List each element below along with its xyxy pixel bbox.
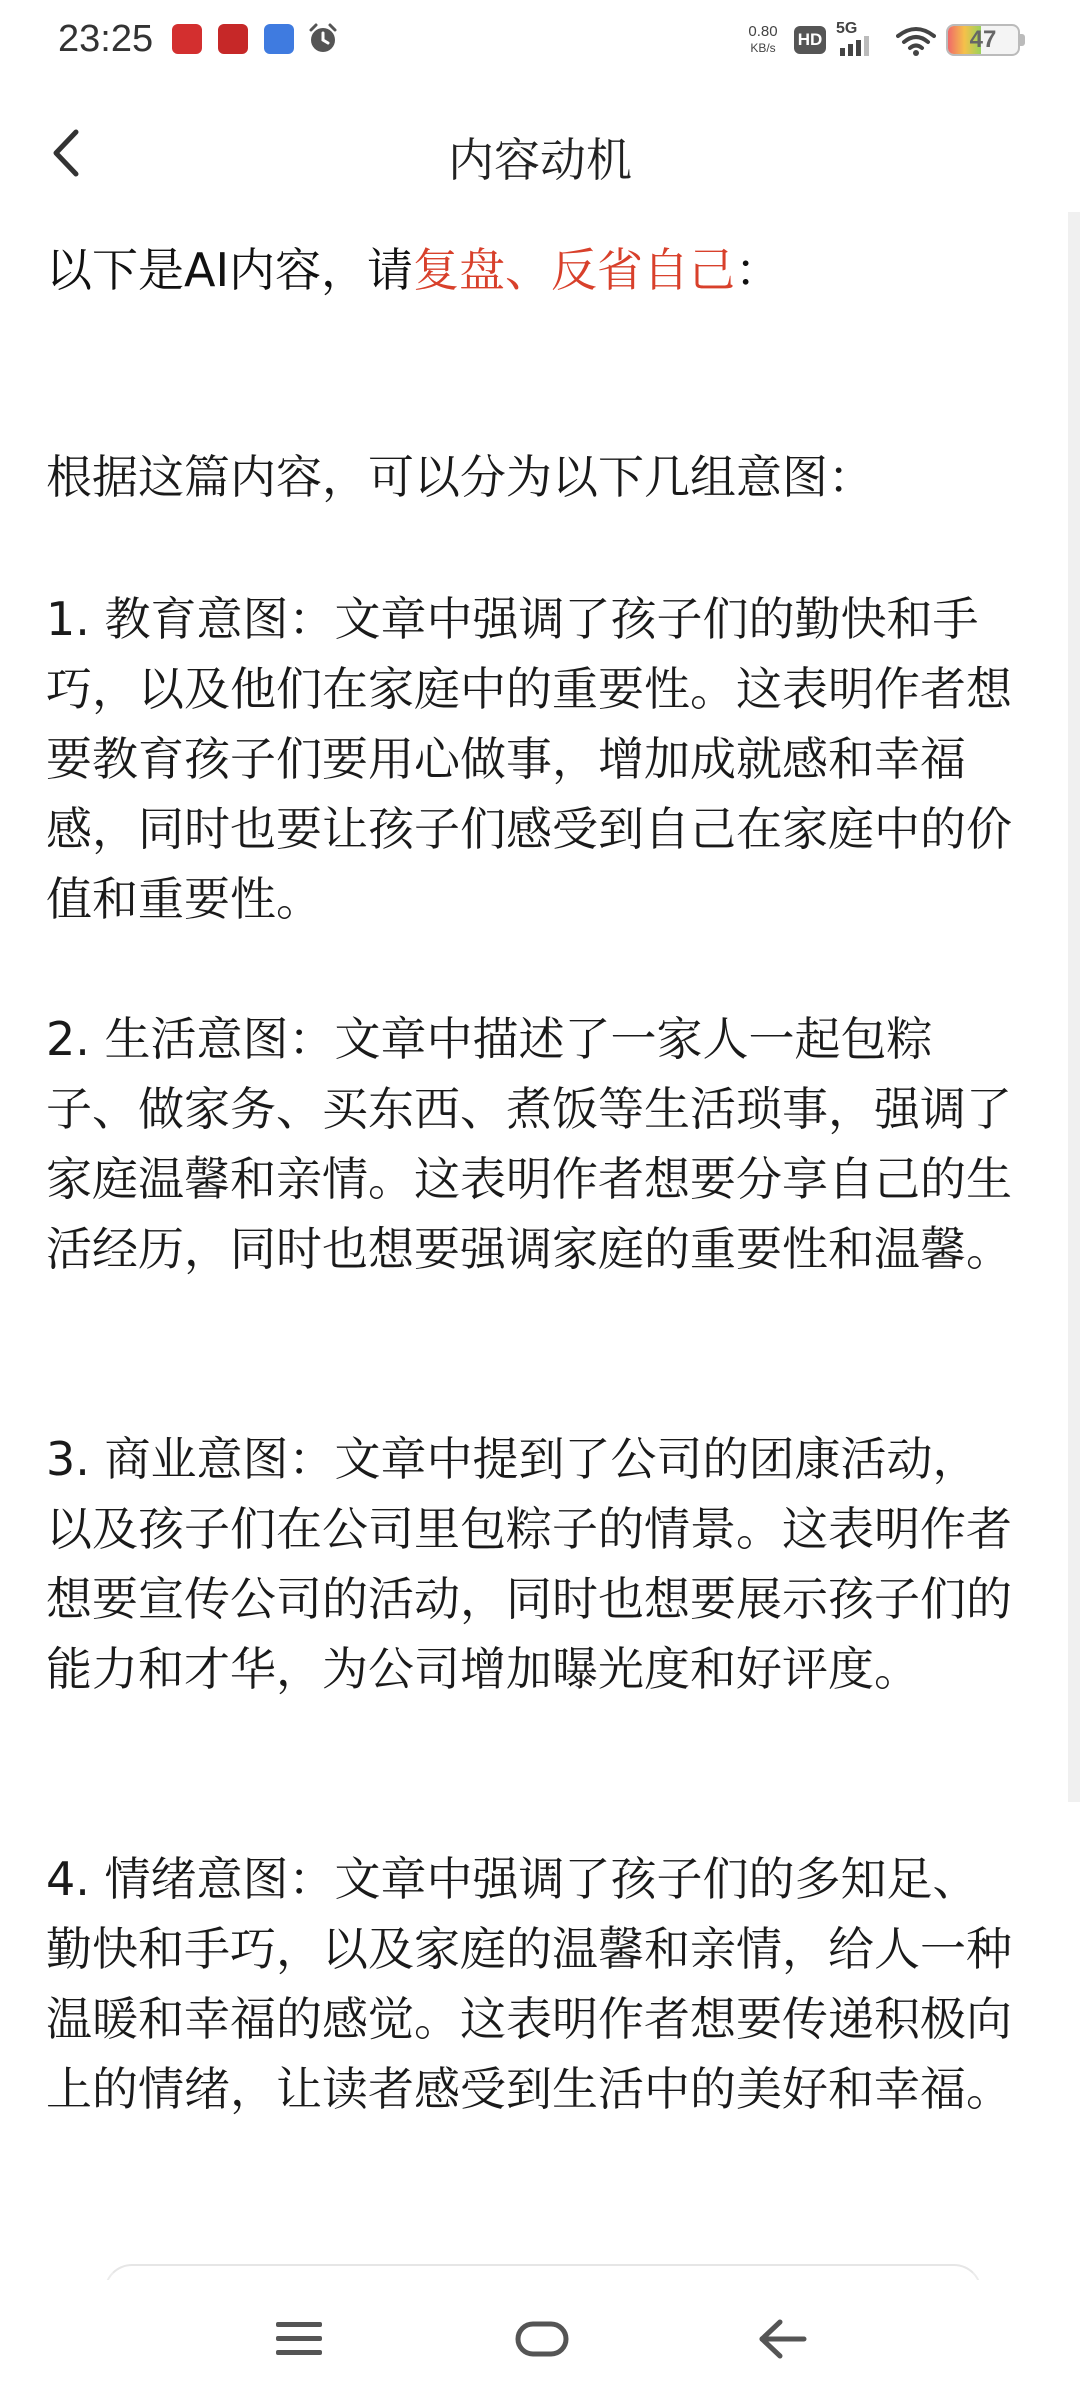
back-arrow-icon[interactable] — [756, 2314, 808, 2364]
page-header — [0, 100, 1080, 206]
menu-icon[interactable] — [274, 2316, 324, 2362]
app-icon-red-2 — [218, 24, 248, 54]
page-title: 内容动机 — [448, 133, 632, 187]
lead-accent: 复盘、反省自己 — [413, 243, 736, 297]
status-bar — [0, 0, 1080, 84]
net-speed — [740, 24, 786, 56]
lead-prefix: 以下是AI内容，请 — [46, 243, 414, 297]
battery-percent: 47 — [969, 26, 997, 53]
system-nav-bar — [0, 2280, 1080, 2400]
home-icon[interactable] — [514, 2316, 570, 2362]
content-area — [46, 232, 1016, 2116]
hd-badge: HD — [794, 26, 826, 54]
signal-5g — [836, 20, 878, 60]
lead-suffix: ： — [735, 243, 782, 297]
net-speed-unit: KB/s — [750, 41, 776, 55]
intro-text: 根据这篇内容，可以分为以下几组意图： — [46, 450, 874, 504]
app-icon-red-1 — [172, 24, 202, 54]
alarm-icon — [306, 22, 340, 56]
battery-indicator — [946, 24, 1020, 56]
network-label: 5G — [836, 20, 858, 37]
intent-item-business: 3. 商业意图：文章中提到了公司的团康活动，以及孩子们在公司里包粽子的情景。这表明作者想要宣传公司的活动，同时也想要展示孩子们的能力和才华，为公司增加曝光度和好评度。 — [46, 1432, 1012, 1696]
net-speed-value: 0.80 — [748, 23, 778, 40]
wifi-icon — [896, 24, 936, 58]
intent-item-emotion: 4. 情绪意图：文章中强调了孩子们的多知足、勤快和手巧，以及家庭的温馨和亲情，给人一种温暖和幸福的感觉。这表明作者想要传递积极向上的情绪，让读者感受到生活中的美好和幸福。 — [46, 1852, 1012, 2116]
scrollbar[interactable] — [1068, 212, 1080, 1802]
intent-item-life: 2. 生活意图：文章中描述了一家人一起包粽子、做家务、买东西、煮饭等生活琐事，强调了家庭温馨和亲情。这表明作者想要分享自己的生活经历，同时也想要强调家庭的重要性和温馨。 — [46, 1012, 1012, 1276]
signal-bars-icon — [836, 20, 878, 60]
battery-cap — [1020, 34, 1025, 46]
status-time: 23:25 — [58, 18, 154, 60]
lead-line — [46, 232, 1016, 308]
intent-item-education: 1. 教育意图：文章中强调了孩子们的勤快和手巧，以及他们在家庭中的重要性。这表明作者想要教育孩子们要用心做事，增加成就感和幸福感，同时也要让孩子们感受到自己在家庭中的价值和重要性。 — [46, 592, 1012, 926]
canva-icon — [264, 24, 294, 54]
